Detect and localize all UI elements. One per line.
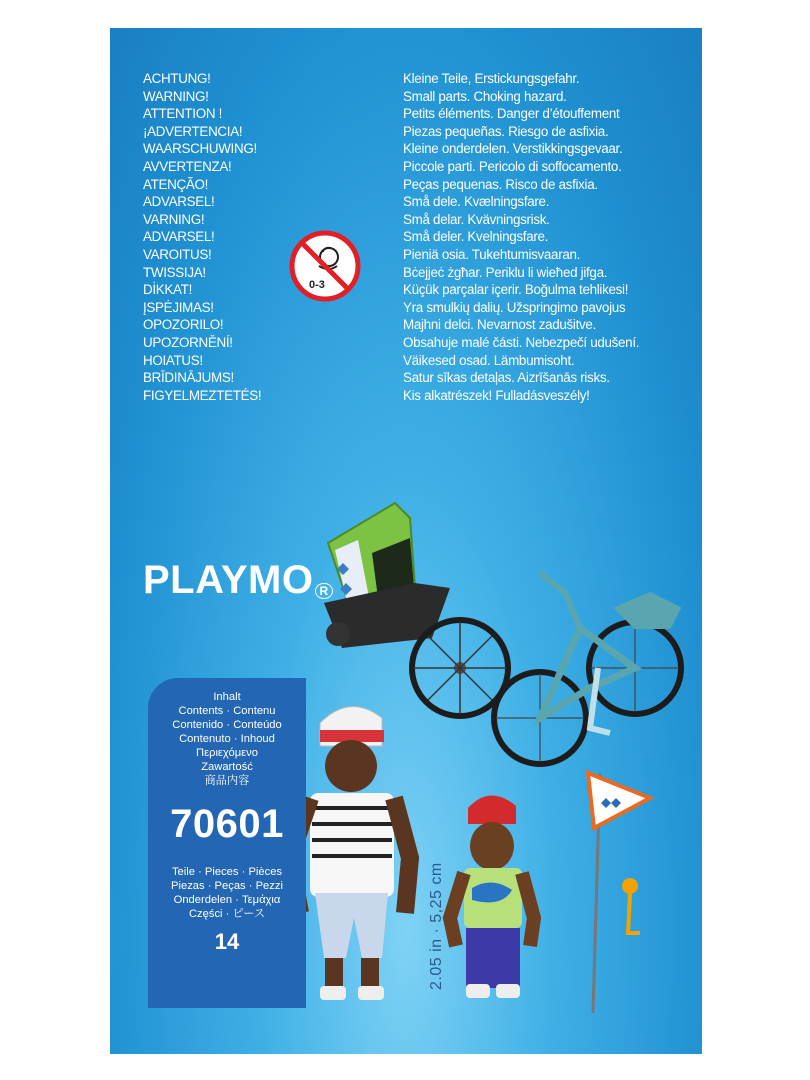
pieces-count: 14 [214,929,240,954]
warning-message: Pieniä osia. Tukehtumisvaaran. [403,246,581,262]
age-label: 0-3 [309,279,325,291]
warning-message: Majhni delci. Nevarnost zadušitve. [403,317,596,333]
adult-cyclist-figure [290,707,410,1000]
warning-heading: UPOZORNĚNÍ! [143,334,233,350]
warning-heading: ADVARSEL! [143,194,215,210]
child-cyclist-figure [450,795,534,998]
warning-message: Små delar. Kvävningsrisk. [403,211,550,227]
child-height-label: 2.05 in · 5,25 cm [428,862,445,990]
warning-message: Piccole parti. Pericolo di soffocamento. [403,158,622,174]
warning-message: Yra smulkių dalių. Užspringimo pavojus [403,299,626,315]
warning-heading: ADVARSEL! [143,229,215,245]
warning-message: Obsahuje malé části. Nebezpečí udušení. [403,334,640,350]
contents-line: Contenuto · Inhoud [179,733,275,745]
warning-message: Små deler. Kvelningsfare. [403,229,549,245]
warning-heading: AVVERTENZA! [143,158,232,174]
pieces-line: Teile · Pieces · Pièces [171,866,283,878]
set-number: 70601 [170,802,284,846]
warning-heading: ¡ADVERTENCIA! [143,123,243,139]
contents-line: Contents · Contenu [178,705,276,717]
warning-heading: ATTENTION ! [143,106,223,122]
warning-message: Small parts. Choking hazard. [403,88,567,104]
pieces-line: Onderdelen · Τεμάχια [173,894,281,906]
warning-message: Piezas pequeñas. Riesgo de asfixia. [403,123,609,139]
contents-info-panel [148,678,306,1008]
warning-heading: FIGYELMEZTETÉS! [143,387,262,403]
registered-mark: R [315,583,332,599]
contents-line: Contenido · Conteúdo [172,719,282,731]
warning-heading: ATENÇÃO! [143,176,209,192]
warning-message: Peças pequenas. Risco de asfixia. [403,176,598,192]
warning-message: Petits éléments. Danger d’étouffement [403,106,620,122]
brand-logo-text: PLAYMO [143,558,314,602]
pieces-line: Piezas · Peças · Pezzi [171,880,283,892]
warning-heading: TWISSIJA! [143,264,206,280]
warning-heading: OPOZORILO! [143,317,224,333]
pieces-heading [148,865,306,921]
pennant-flag [588,773,650,1013]
warning-message: Bċejjeċ żgħar. Periklu li wieħed jifga. [403,264,608,280]
warning-message: Kleine onderdelen. Verstikkingsgevaar. [403,141,623,157]
pieces-line: Części · ピース [188,908,266,920]
warning-heading: HOIATUS! [143,352,203,368]
package-back-panel [110,28,702,1054]
contents-line: Zawartość [201,761,253,773]
contents-line: Περιεχόμενο [196,747,258,759]
warning-heading: WARNING! [143,88,209,104]
warning-heading: BRĪDINĀJUMS! [143,370,234,386]
warning-message: Små dele. Kvælningsfare. [403,194,550,210]
contents-heading [148,690,306,788]
warning-message: Küçük parçalar içerir. Boğulma tehlikesi! [403,282,629,298]
contents-line: Inhalt [213,691,241,703]
warning-heading: DİKKAT! [143,282,192,298]
warning-message: Satur sīkas detaļas. Aizrīšanās risks. [403,370,610,386]
warning-heading: ĮSPĖJIMAS! [143,299,214,315]
warning-heading: VAROITUS! [143,246,212,262]
warning-heading: ACHTUNG! [143,71,211,86]
bicycle [494,573,681,764]
warning-message: Kleine Teile, Erstickungsgefahr. [403,71,580,86]
warning-heading: VARNING! [143,211,205,227]
contents-line: 商品内容 [204,775,250,787]
warning-heading: WAARSCHUWING! [143,141,257,157]
warning-message: Kis alkatrészek! Fulladásveszély! [403,387,590,403]
warning-message: Väikesed osad. Lämbumisoht. [403,352,575,368]
bike-trailer [324,503,508,716]
